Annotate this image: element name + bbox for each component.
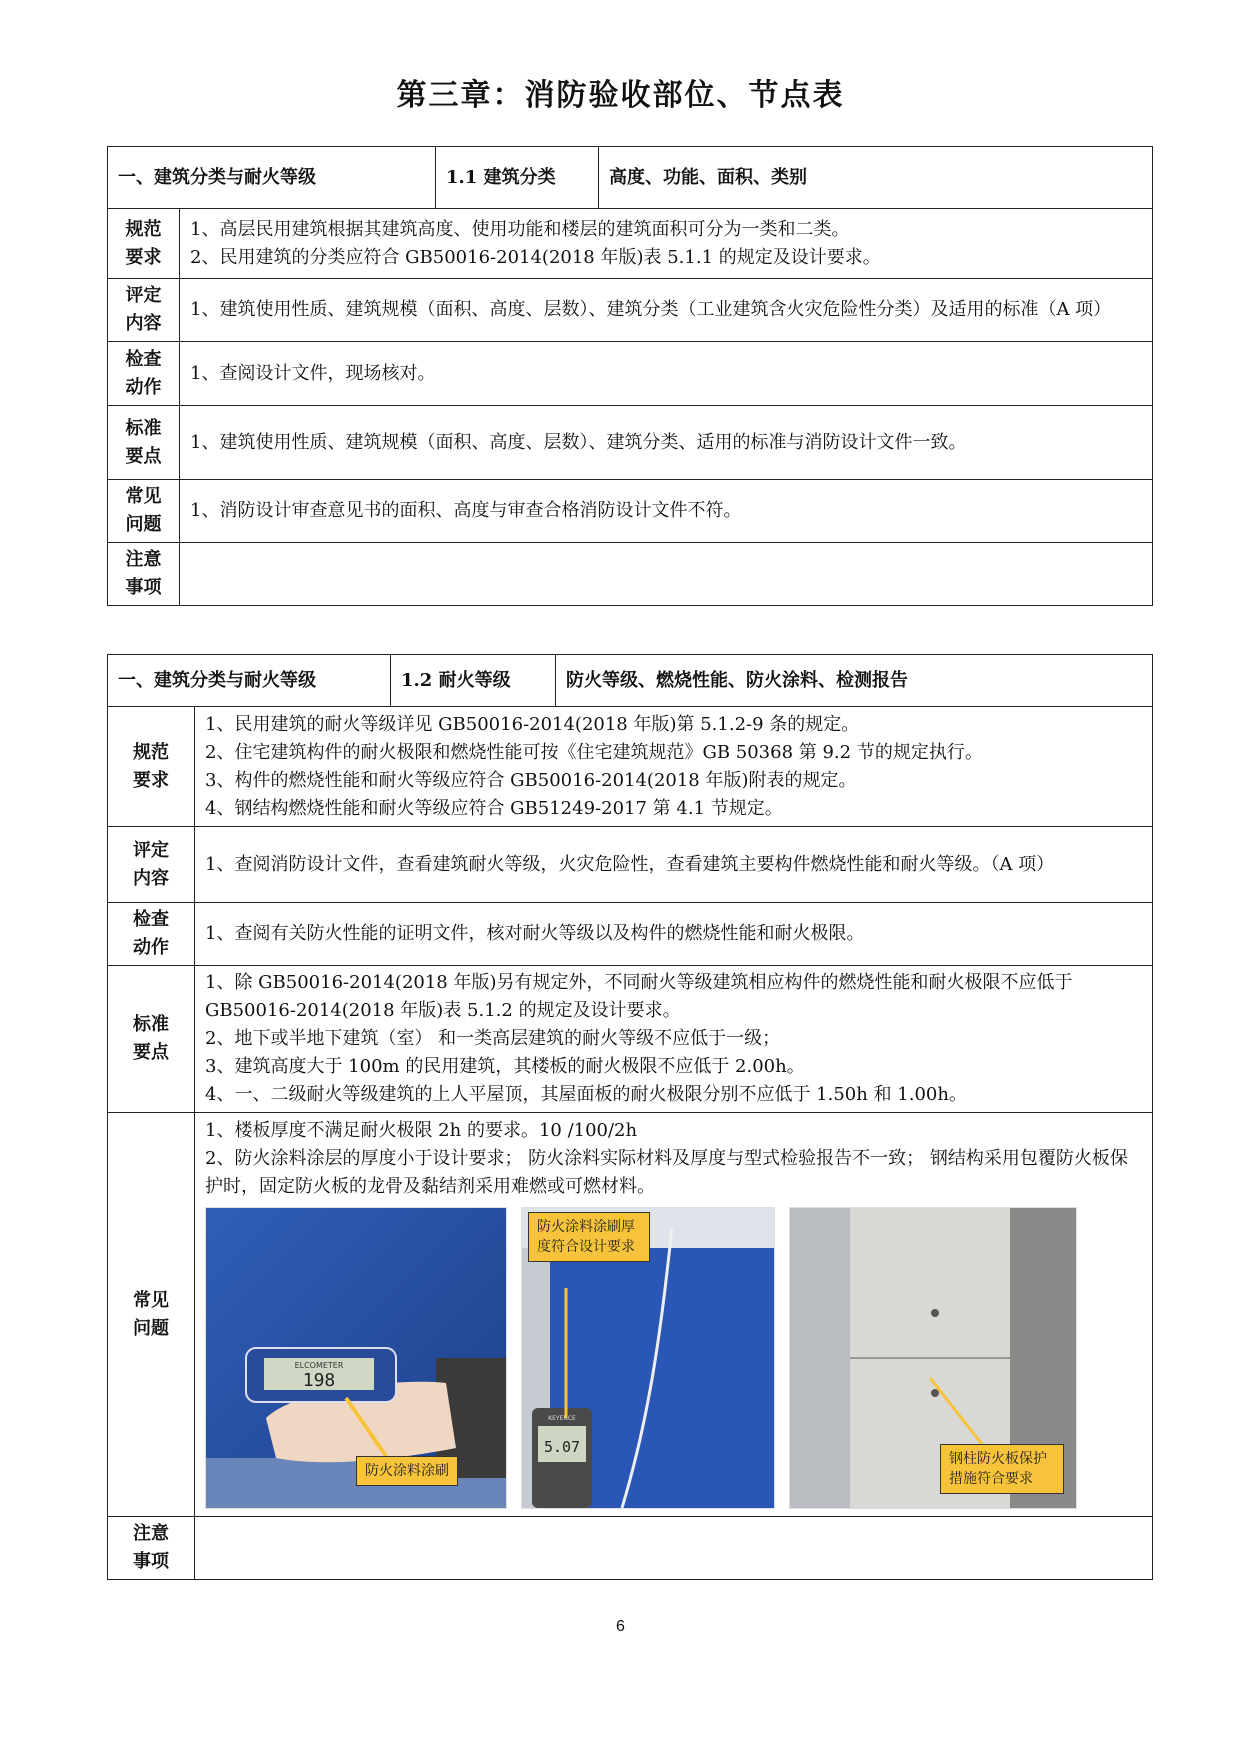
row-label-standard: 标准 要点: [108, 966, 195, 1113]
row-label-standard: 标准 要点: [108, 406, 180, 480]
row-label-spec: 规范 要求: [108, 209, 180, 279]
item-cell: 1.1 建筑分类: [436, 147, 599, 209]
gauge-brand-label: ELCOMETER: [294, 1361, 344, 1370]
meter-reading: 5.07: [543, 1438, 581, 1456]
row-label-evaluation: 评定 内容: [108, 827, 195, 903]
page-number: 6: [616, 1618, 625, 1635]
row-content-inspection: 1、查阅有关防火性能的证明文件，核对耐火等级以及构件的燃烧性能和耐火极限。: [195, 903, 1153, 966]
row-content-inspection: 1、查阅设计文件，现场核对。: [180, 342, 1153, 406]
row-label-issues: 常见 问题: [108, 480, 180, 543]
item-cell: 1.2 耐火等级: [391, 655, 556, 707]
gauge-reading: 198: [302, 1370, 336, 1391]
photo-meter-blue-column: [521, 1207, 775, 1509]
row-label-inspection: 检查 动作: [108, 903, 195, 966]
row-label-issues: 常见 问题: [108, 1113, 195, 1517]
photo-strip: [205, 1201, 1142, 1513]
row-content-spec: 1、高层民用建筑根据其建筑高度、使用功能和楼层的建筑面积可分为一类和二类。 2、民用建筑的分类应符合 GB50016-2014(2018 年版)表 5.1.1 的规定及设计要求。: [180, 209, 1153, 279]
row-content-standard: 1、建筑使用性质、建筑规模（面积、高度、层数）、建筑分类、适用的标准与消防设计文件一致。: [180, 406, 1153, 480]
photo-callout: 防火涂料涂刷厚度符合设计要求: [528, 1212, 650, 1262]
row-content-evaluation: 1、查阅消防设计文件，查看建筑耐火等级，火灾危险性，查看建筑主要构件燃烧性能和耐火等级。（A 项）: [195, 827, 1153, 903]
photo-callout: 防火涂料涂刷: [356, 1456, 458, 1486]
row-content-notes: [195, 1517, 1153, 1580]
category-cell: 一、建筑分类与耐火等级: [108, 655, 391, 707]
photo-fireboard-column: [789, 1207, 1077, 1509]
section-table-2: [107, 654, 1153, 1580]
keywords-cell: 防火等级、燃烧性能、防火涂料、检测报告: [556, 655, 1153, 707]
row-content-spec: 1、民用建筑的耐火等级详见 GB50016-2014(2018 年版)第 5.1.2-9 条的规定。 2、住宅建筑构件的耐火极限和燃烧性能可按《住宅建筑规范》GB 50368 第 9.2 节的规定执行。 3、构件的燃烧性能和耐火等级应符合 GB50016-2014(2018 年版)附表的规定。 4、钢结构燃烧性能和耐火等级应符合 GB51249-2017 第 4.1 节规定。: [195, 707, 1153, 827]
row-content-issues: 1、消防设计审查意见书的面积、高度与审查合格消防设计文件不符。: [180, 480, 1153, 543]
photo-gauge-blue-steel: [205, 1207, 507, 1509]
row-content-standard: 1、除 GB50016-2014(2018 年版)另有规定外，不同耐火等级建筑相应构件的燃烧性能和耐火极限不应低于 GB50016-2014(2018 年版)表 5.1.2 的规定及设计要求。 2、地下或半地下建筑（室） 和一类高层建筑的耐火等级不应低于一级； 3、建筑高度大于 100m 的民用建筑，其楼板的耐火极限不应低于 2.00h。 4、一、二级耐火等级建筑的上人平屋顶，其屋面板的耐火极限分别不应低于 1.50h 和 1.00h。: [195, 966, 1153, 1113]
section-table-1: [107, 146, 1153, 606]
category-cell: 一、建筑分类与耐火等级: [108, 147, 436, 209]
row-label-notes: 注意 事项: [108, 543, 180, 606]
row-content-issues: 1、楼板厚度不满足耐火极限 2h 的要求。10 /100/2h 2、防火涂料涂层的厚度小于设计要求； 防火涂料实际材料及厚度与型式检验报告不一致； 钢结构采用包覆防火板保护时，固定防火板的龙骨及黏结剂采用难燃或可燃材料。 ELCOMETER 198 防火涂料涂刷 KEYENCE 5.07 防火涂料涂刷厚度符合设计要求 钢柱防火板保护措施符合要求: [195, 1113, 1153, 1517]
keywords-cell: 高度、功能、面积、类别: [599, 147, 1153, 209]
page-title: 第三章：消防验收部位、节点表: [396, 78, 845, 113]
photo-callout: 钢柱防火板保护措施符合要求: [940, 1444, 1064, 1494]
row-label-spec: 规范 要求: [108, 707, 195, 827]
row-content-evaluation: 1、建筑使用性质、建筑规模（面积、高度、层数）、建筑分类（工业建筑含火灾危险性分类）及适用的标准（A 项）: [180, 279, 1153, 342]
row-content-notes: [180, 543, 1153, 606]
row-label-notes: 注意 事项: [108, 1517, 195, 1580]
row-label-evaluation: 评定 内容: [108, 279, 180, 342]
row-label-inspection: 检查 动作: [108, 342, 180, 406]
meter-brand-label: KEYENCE: [548, 1415, 576, 1422]
